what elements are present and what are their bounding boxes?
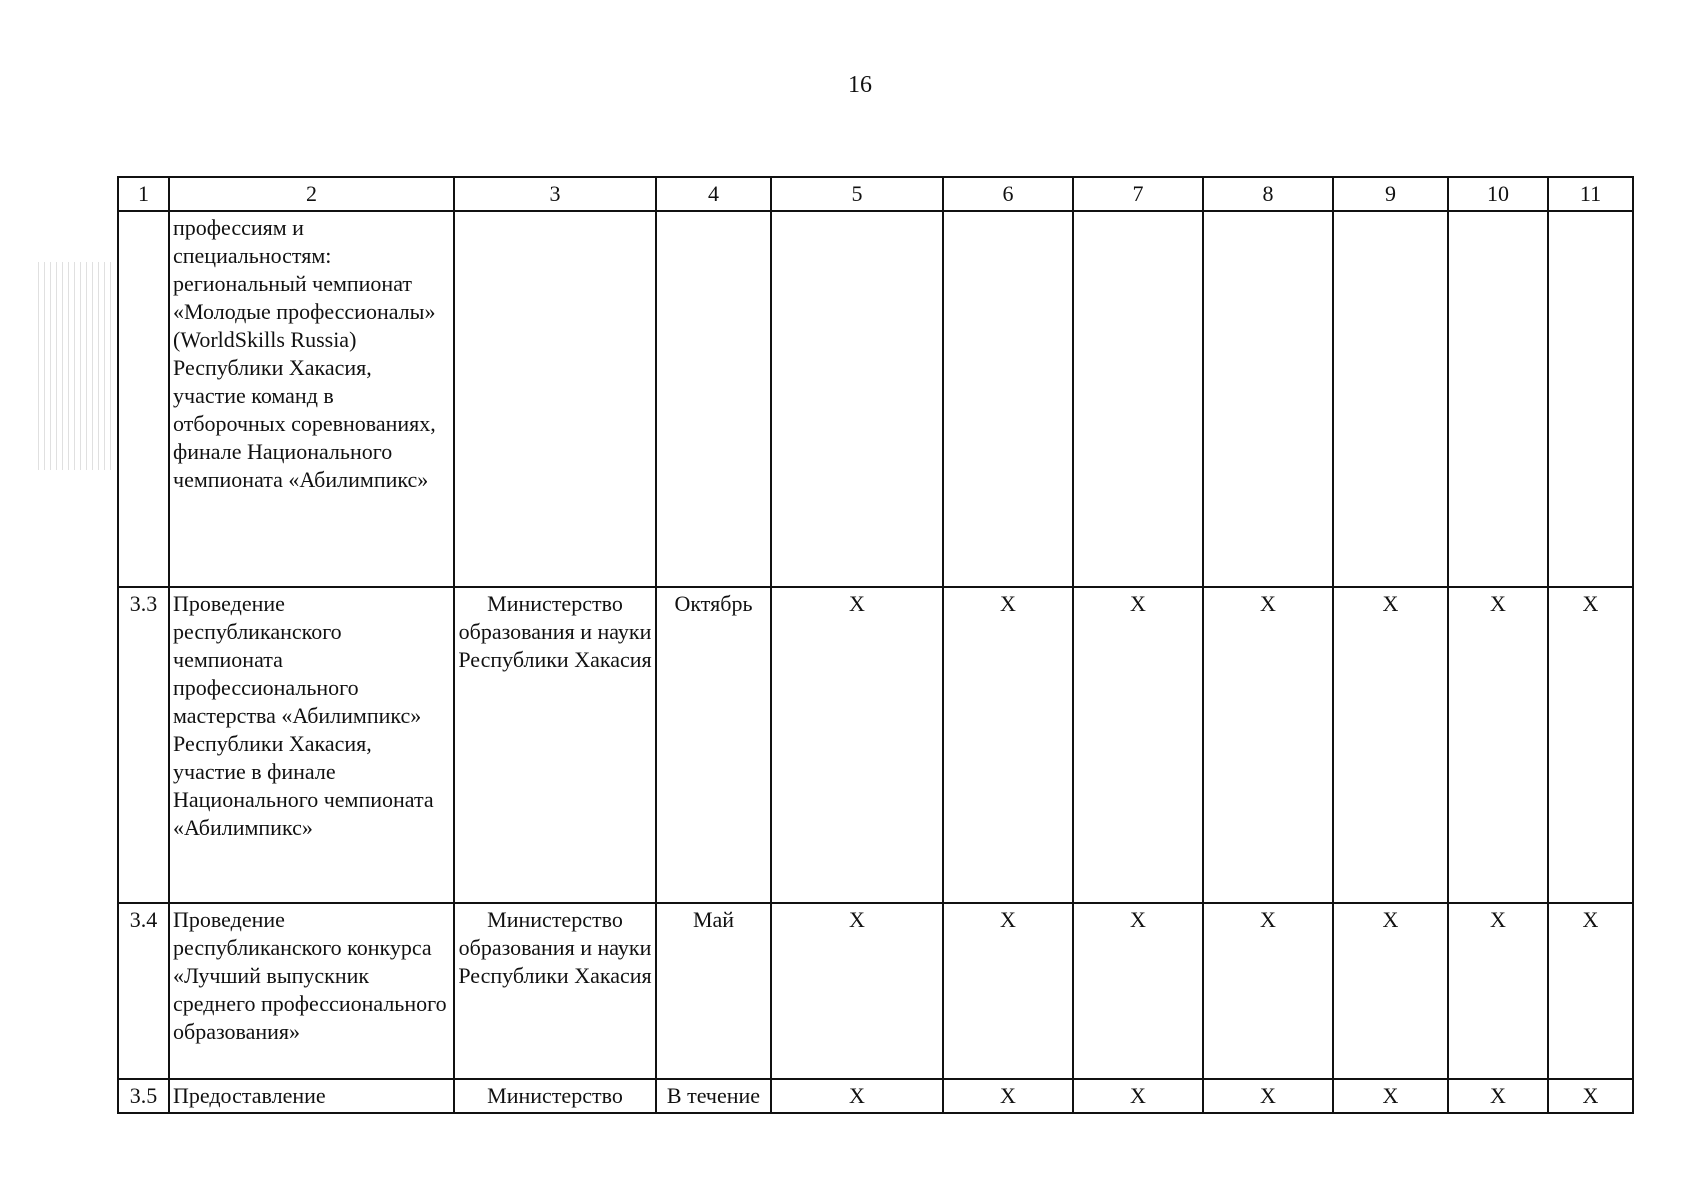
mark-cell <box>1333 211 1448 587</box>
table-header-row <box>118 177 1633 211</box>
mark-cell: Х <box>1548 1079 1633 1113</box>
table-row <box>118 903 1633 1079</box>
term: Май <box>656 903 771 1079</box>
term: Октябрь <box>656 587 771 903</box>
column-header: 9 <box>1333 177 1448 211</box>
column-header: 2 <box>169 177 454 211</box>
column-header: 11 <box>1548 177 1633 211</box>
mark-cell: Х <box>771 587 943 903</box>
mark-cell: Х <box>943 1079 1073 1113</box>
mark-cell: Х <box>1448 587 1548 903</box>
column-header: 4 <box>656 177 771 211</box>
mark-cell: Х <box>1548 903 1633 1079</box>
term <box>656 211 771 587</box>
mark-cell: Х <box>1073 1079 1203 1113</box>
mark-cell: Х <box>1203 903 1333 1079</box>
mark-cell: Х <box>1203 587 1333 903</box>
column-header: 7 <box>1073 177 1203 211</box>
row-number: 3.3 <box>118 587 169 903</box>
event-name: профессиям и специальностям: региональный чемпионат «Молодые профессионалы» (WorldSkills Russia) Республики Хакасия, участие команд в отборочных соревнованиях, финале Национального чемпионата «Абилимпикс» <box>169 211 454 587</box>
mark-cell: Х <box>1333 903 1448 1079</box>
mark-cell: Х <box>1333 587 1448 903</box>
mark-cell: Х <box>771 903 943 1079</box>
executor <box>454 211 656 587</box>
column-header: 5 <box>771 177 943 211</box>
column-header: 8 <box>1203 177 1333 211</box>
mark-cell: Х <box>943 587 1073 903</box>
mark-cell: Х <box>1448 903 1548 1079</box>
plan-table <box>117 176 1634 1114</box>
executor: Министерство образования и науки Республики Хакасия <box>454 903 656 1079</box>
mark-cell <box>771 211 943 587</box>
mark-cell: Х <box>1448 1079 1548 1113</box>
row-number <box>118 211 169 587</box>
mark-cell <box>1203 211 1333 587</box>
page-number: 16 <box>848 72 872 98</box>
column-header: 3 <box>454 177 656 211</box>
mark-cell <box>943 211 1073 587</box>
mark-cell: Х <box>1333 1079 1448 1113</box>
mark-cell: Х <box>1073 903 1203 1079</box>
event-name: Проведение республиканского конкурса «Лучший выпускник среднего профессионального образования» <box>169 903 454 1079</box>
mark-cell <box>1448 211 1548 587</box>
column-header: 10 <box>1448 177 1548 211</box>
event-name: Предоставление <box>169 1079 454 1113</box>
mark-cell: Х <box>771 1079 943 1113</box>
mark-cell: Х <box>1073 587 1203 903</box>
row-number: 3.5 <box>118 1079 169 1113</box>
term: В течение <box>656 1079 771 1113</box>
column-header: 6 <box>943 177 1073 211</box>
row-number: 3.4 <box>118 903 169 1079</box>
mark-cell: Х <box>1203 1079 1333 1113</box>
executor: Министерство образования и науки Республики Хакасия <box>454 587 656 903</box>
table-row <box>118 587 1633 903</box>
mark-cell <box>1073 211 1203 587</box>
mark-cell: Х <box>943 903 1073 1079</box>
column-header: 1 <box>118 177 169 211</box>
mark-cell: Х <box>1548 587 1633 903</box>
mark-cell <box>1548 211 1633 587</box>
event-name: Проведение республиканского чемпионата профессионального мастерства «Абилимпикс» Республики Хакасия, участие в финале Национального чемпионата «Абилимпикс» <box>169 587 454 903</box>
table-row <box>118 1079 1633 1113</box>
margin-stamp <box>38 262 112 470</box>
table-row <box>118 211 1633 587</box>
executor: Министерство <box>454 1079 656 1113</box>
